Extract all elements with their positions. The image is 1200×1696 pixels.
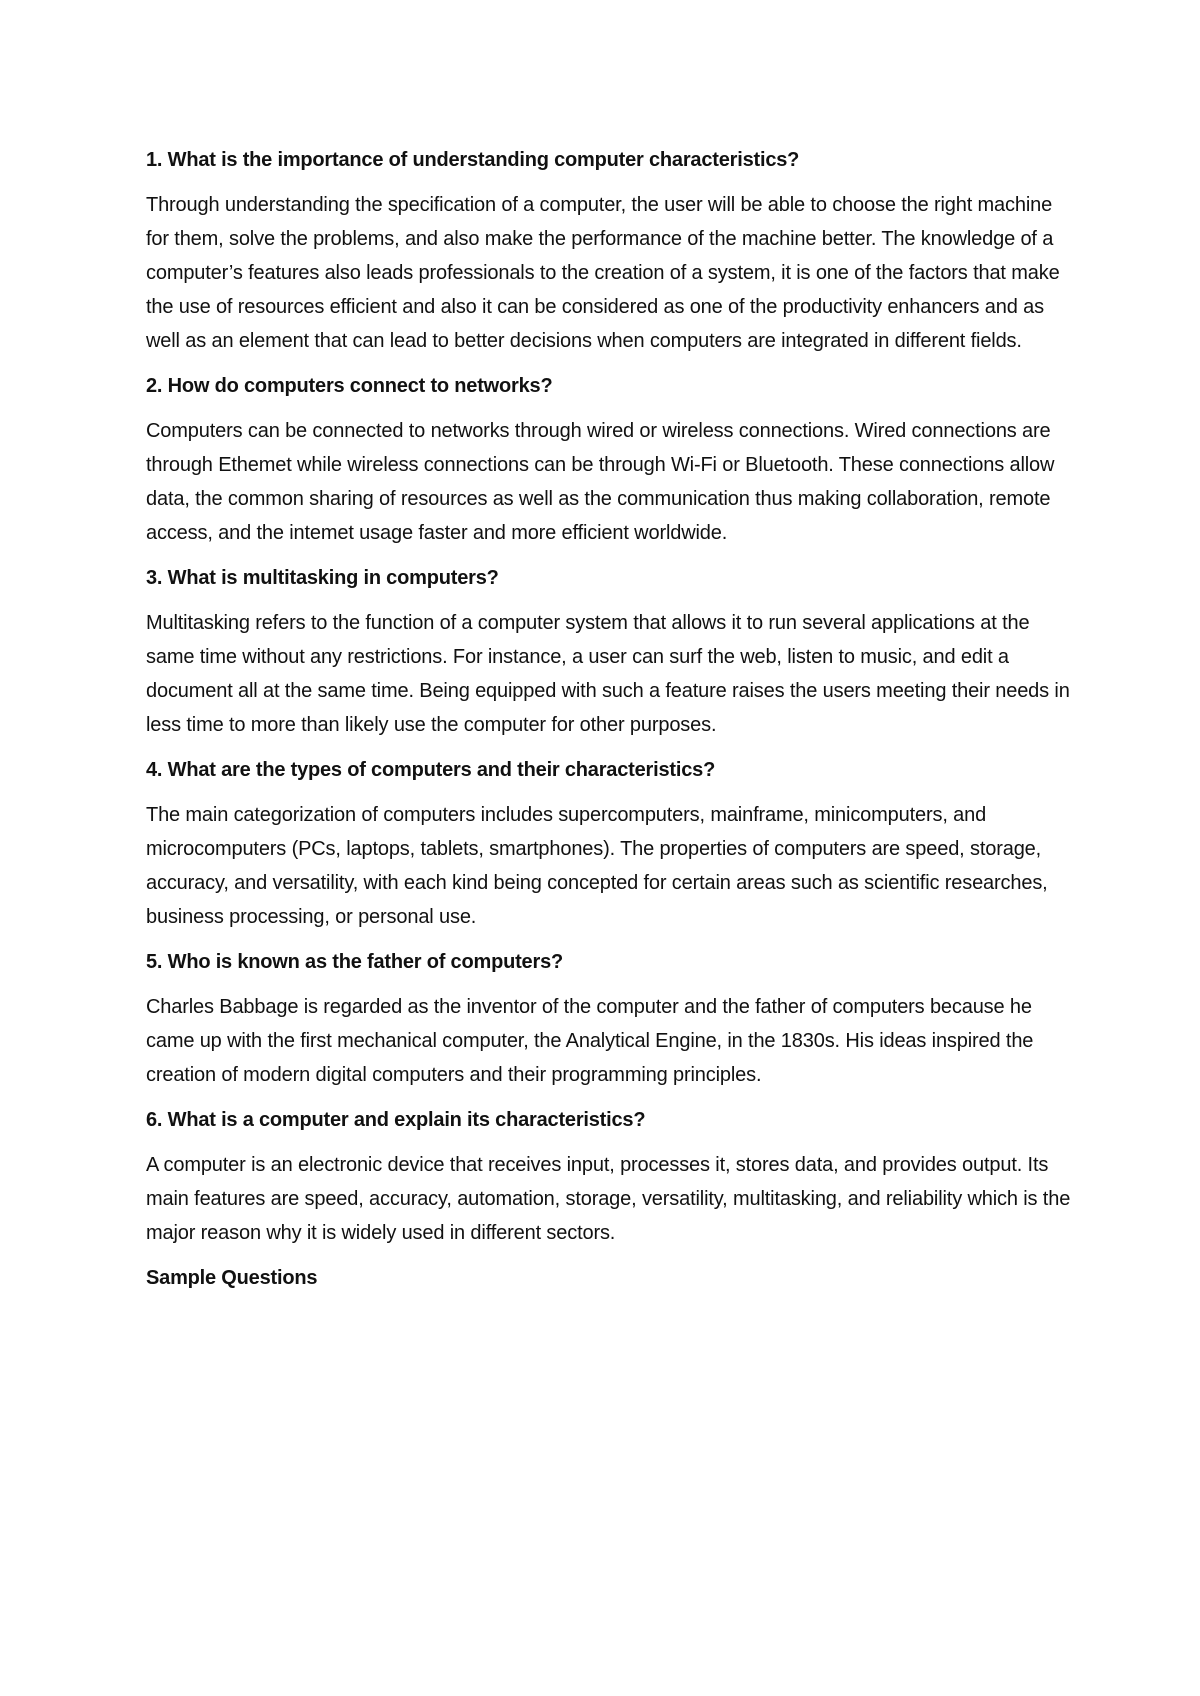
answer-paragraph: Computers can be connected to networks through wired or wireless connections. Wired connections are through Ethemet while wireless connections can be through Wi-Fi or Bluetooth. These connections allow data, the common sharing of resources as well as the communication thus making collaboration, remote access, and the intemet usage faster and more efficient worldwide. [146, 420, 1055, 544]
question-heading: 1. What is the importance of understanding computer characteristics? [146, 149, 800, 171]
answer-paragraph: Through understanding the specification of a computer, the user will be able to choose the right machine for them, solve the problems, and also make the performance of the machine better. The knowledge of a computer’s features also leads professionals to the creation of a system, it is one of the factors that make the use of resources efficient and also it can be considered as one of the productivity enhancers and as well as an element that can lead to better decisions when computers are integrated in different fields. [146, 194, 1060, 352]
answer-paragraph: A computer is an electronic device that receives input, processes it, stores data, and provides output. Its main features are speed, accuracy, automation, storage, versatility, multitasking, and reliability which is the major reason why it is widely used in different sectors. [146, 1154, 1071, 1244]
question-heading: 6. What is a computer and explain its characteristics? [146, 1109, 646, 1131]
qa-item [146, 146, 1076, 358]
answer-paragraph: The main categorization of computers includes supercomputers, mainframe, minicomputers, and microcomputers (PCs, laptops, tablets, smartphones). The properties of computers are speed, storage, accuracy, and versatility, with each kind being concepted for certain areas such as scientific researches, business processing, or personal use. [146, 804, 1048, 928]
document-content [146, 146, 1076, 1292]
qa-item [146, 756, 1076, 934]
qa-item [146, 564, 1076, 742]
question-heading: 3. What is multitasking in computers? [146, 567, 499, 589]
qa-item [146, 948, 1076, 1092]
answer-paragraph: Multitasking refers to the function of a computer system that allows it to run several applications at the same time without any restrictions. For instance, a user can surf the web, listen to music, and edit a document all at the same time. Being equipped with such a feature raises the users meeting their needs in less time to more than likely use the computer for other purposes. [146, 612, 1070, 736]
section-heading: Sample Questions [146, 1267, 318, 1289]
answer-paragraph: Charles Babbage is regarded as the inventor of the computer and the father of computers because he came up with the first mechanical computer, the Analytical Engine, in the 1830s. His ideas inspired the creation of modern digital computers and their programming principles. [146, 996, 1034, 1086]
question-heading: 5. Who is known as the father of computers? [146, 951, 564, 973]
qa-item [146, 372, 1076, 550]
question-heading: 4. What are the types of computers and their characteristics? [146, 759, 716, 781]
qa-item [146, 1106, 1076, 1250]
question-heading: 2. How do computers connect to networks? [146, 375, 553, 397]
